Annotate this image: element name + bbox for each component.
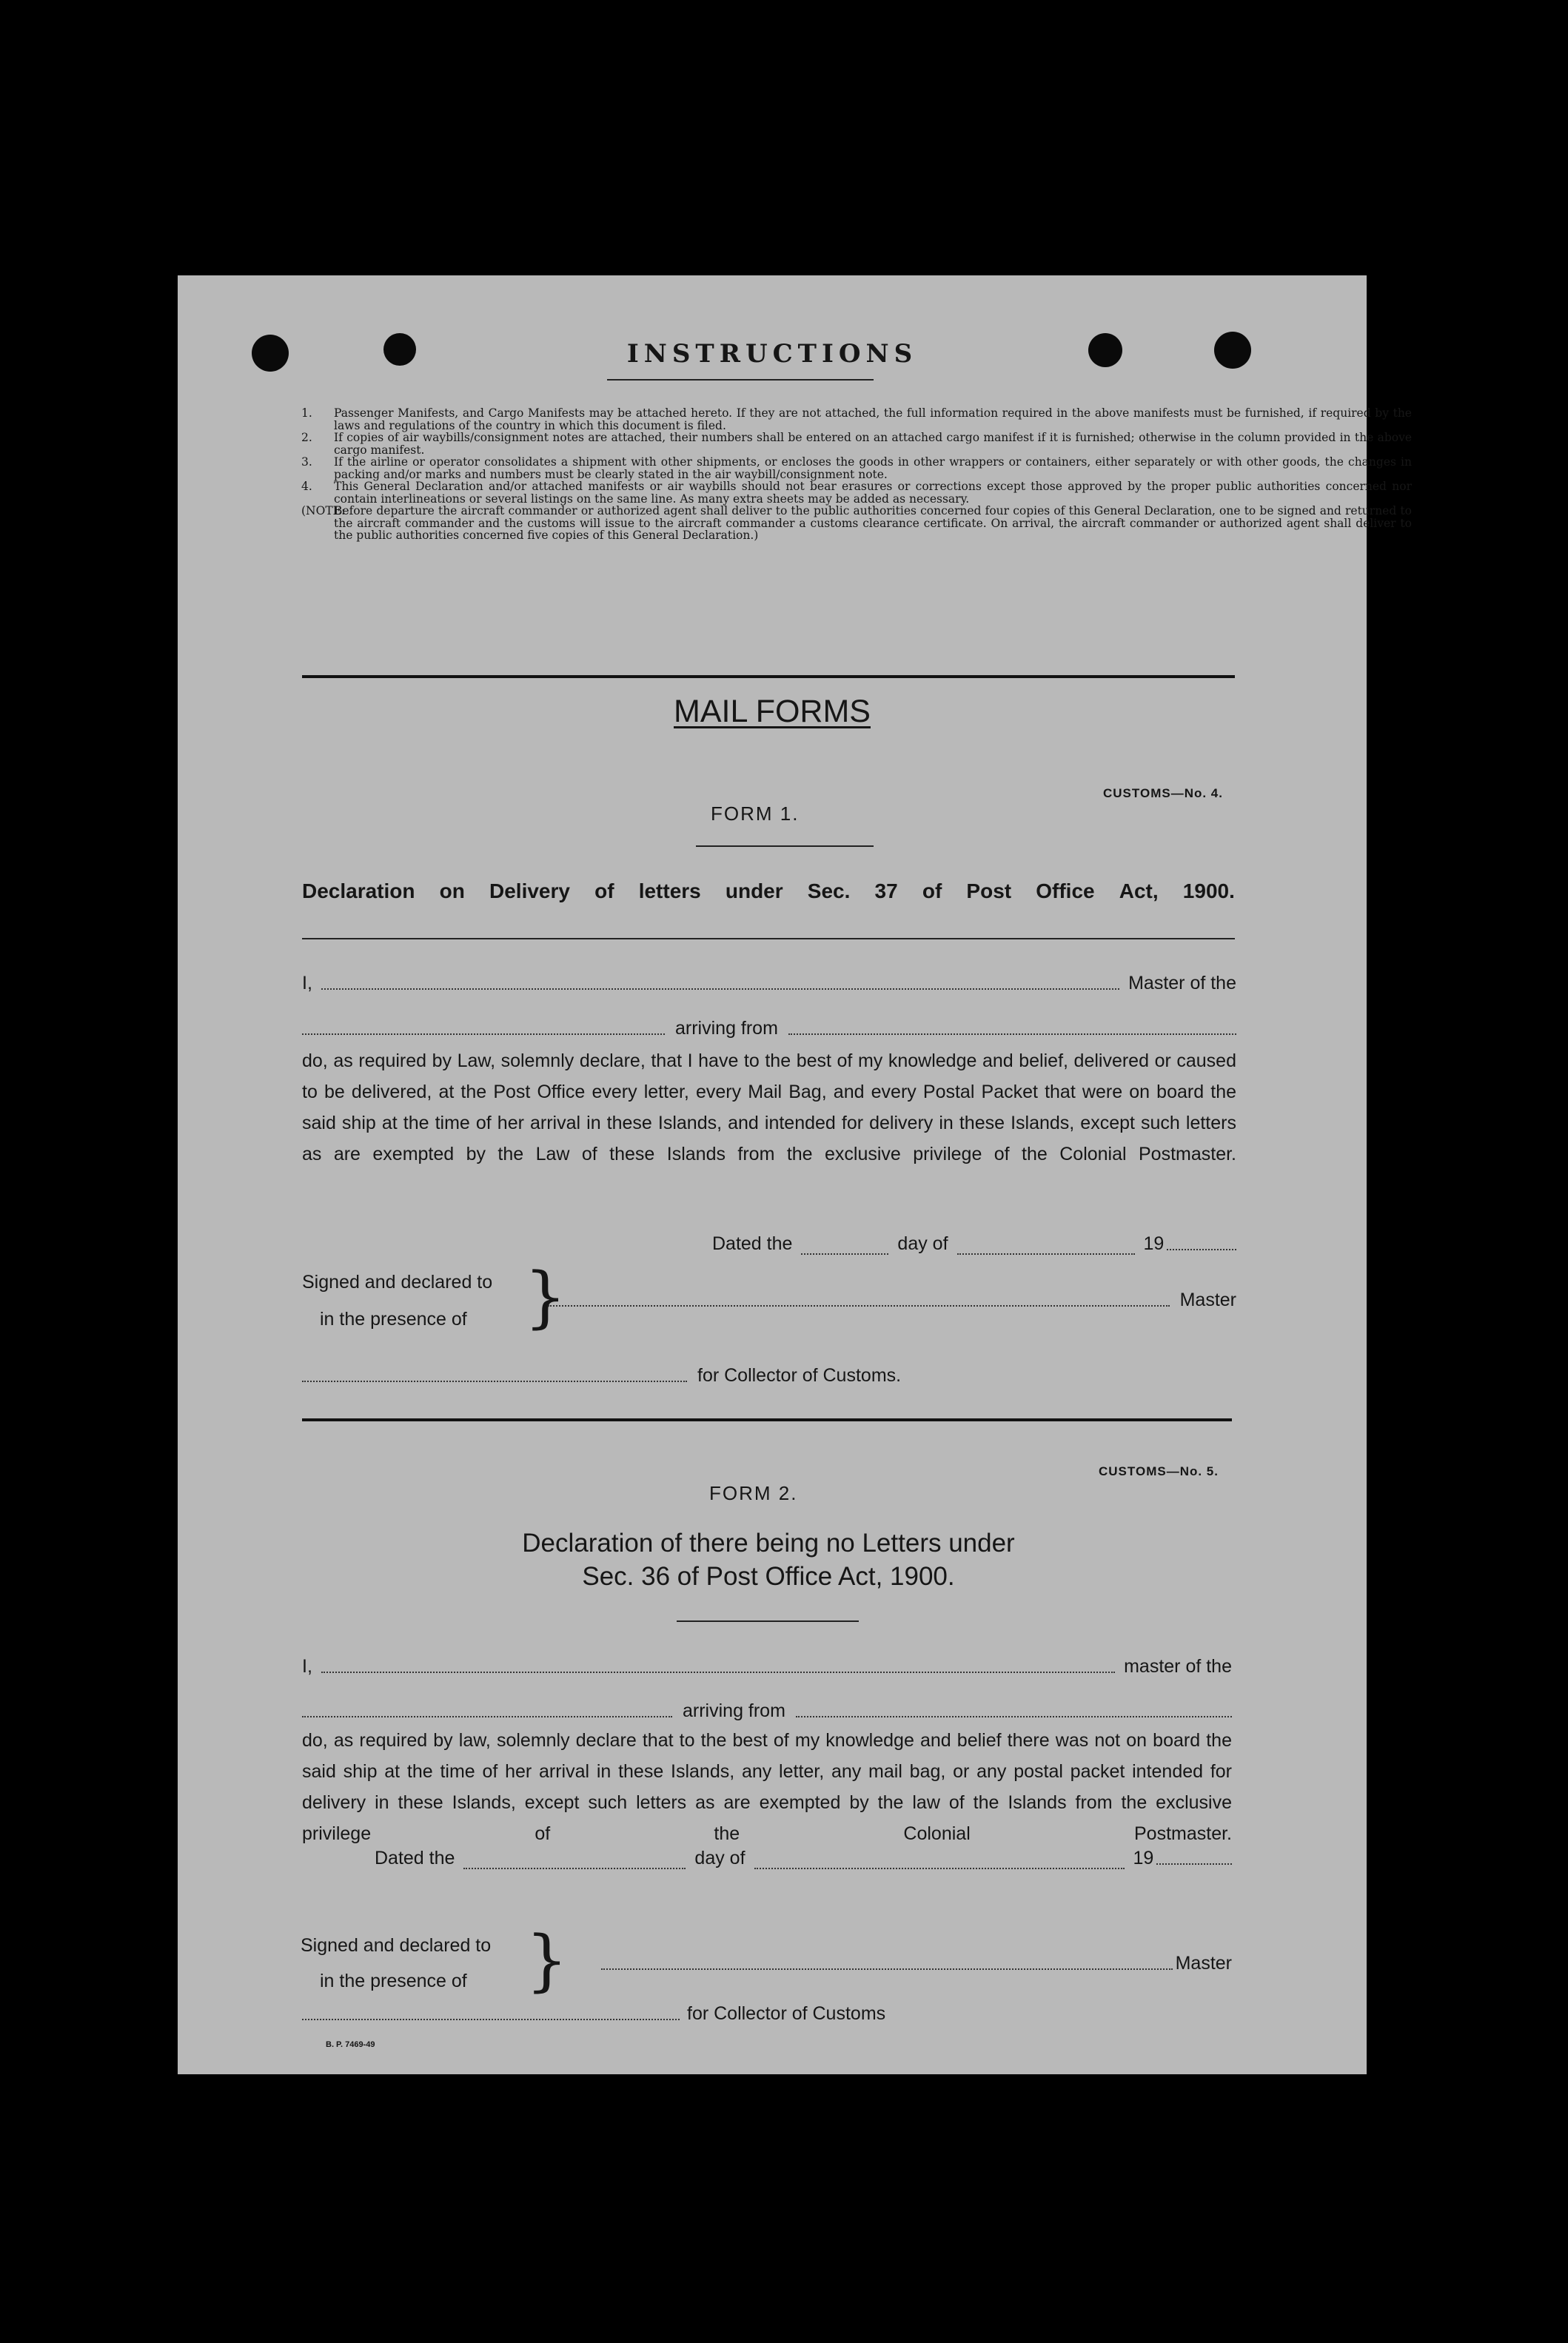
signed-label: Signed and declared to xyxy=(302,1272,493,1293)
date-year-field[interactable] xyxy=(1156,1863,1232,1865)
collector-label: for Collector of Customs xyxy=(687,2003,886,2024)
master-of-the-label: master of the xyxy=(1124,1656,1232,1677)
presence-label: in the presence of xyxy=(320,1309,467,1330)
heading-word: on xyxy=(439,879,465,902)
collector-signature-field[interactable] xyxy=(302,2019,680,2020)
presence-label: in the presence of xyxy=(320,1971,467,1991)
declaration-text: do, as required by Law, solemnly declare, that I have to the best of my knowledge and belief, delivered or caused to be delivered, at the Post Office every letter, every Mail Bag, and every Postal Packet that were on board the said ship at the time of her arrival in these Islands, and intended for delivery in these Islands, except such letters as are exempted by the Law of these Islands from the exclusive privilege of the Colonial Postmaster. xyxy=(302,1050,1236,1164)
master-signature-row xyxy=(601,1953,1232,1974)
date-month-field[interactable] xyxy=(754,1868,1125,1869)
divider xyxy=(302,938,1235,939)
instruction-item xyxy=(301,505,1412,542)
master-name-field[interactable] xyxy=(321,1672,1115,1673)
ship-name-field[interactable] xyxy=(302,1033,665,1035)
mail-forms-title: MAIL FORMS xyxy=(674,694,871,729)
heading-word: 37 xyxy=(874,879,898,902)
divider xyxy=(607,379,874,381)
customs-number: CUSTOMS—No. 5. xyxy=(1099,1464,1219,1478)
dated-the-label: Dated the xyxy=(712,1233,793,1254)
instruction-item xyxy=(301,456,1412,480)
instruction-text: Passenger Manifests, and Cargo Manifests may be attached hereto. If they are not attached, the full information required in the above manifests must be furnished, if required by the laws and regulations of the country in which this document is filed. xyxy=(334,406,1412,432)
heading-word: Declaration xyxy=(302,879,415,902)
instruction-text: If the airline or operator consolidates a shipment with other shipments, or encloses the goods in other wrappers or containers, either separately or with other goods, the changes in packing and/or marks and numbers must be clearly stated in the air waybill/consignment note. xyxy=(334,455,1412,481)
heading-word: Sec. xyxy=(807,879,851,902)
date-day-field[interactable] xyxy=(463,1868,686,1869)
master-signature-row xyxy=(548,1290,1236,1311)
arriving-from-field[interactable] xyxy=(796,1716,1232,1717)
master-of-the-label: Master of the xyxy=(1128,973,1236,993)
signed-label: Signed and declared to xyxy=(301,1935,492,1956)
form-title: FORM 2. xyxy=(709,1482,798,1504)
date-month-field[interactable] xyxy=(957,1253,1135,1255)
form-heading xyxy=(302,1526,1235,1593)
form-heading-line: Sec. 36 of Post Office Act, 1900. xyxy=(582,1562,955,1591)
instruction-item xyxy=(301,480,1412,505)
date-day-field[interactable] xyxy=(801,1253,888,1255)
day-of-label: day of xyxy=(897,1233,948,1254)
divider xyxy=(696,845,874,847)
divider xyxy=(677,1620,859,1622)
day-of-label: day of xyxy=(694,1848,746,1868)
instructions-title: INSTRUCTIONS xyxy=(626,339,918,369)
heading-word: letters xyxy=(638,879,701,902)
arriving-from-field[interactable] xyxy=(788,1033,1236,1035)
arriving-row xyxy=(302,1700,1232,1722)
arriving-from-label: arriving from xyxy=(675,1018,778,1039)
instruction-number: 2. xyxy=(301,431,312,444)
master-signature-field[interactable] xyxy=(601,1968,1173,1970)
ship-name-field[interactable] xyxy=(302,1716,672,1717)
heading-word: of xyxy=(922,879,942,902)
arriving-row xyxy=(302,1018,1236,1039)
form-heading-line: Declaration of there being no Letters under xyxy=(522,1529,1015,1558)
master-label: Master xyxy=(1179,1290,1236,1310)
instruction-item xyxy=(301,432,1412,456)
heading-word: Post xyxy=(966,879,1012,902)
form-heading xyxy=(302,879,1235,903)
heading-word: 1900. xyxy=(1182,879,1235,902)
heading-word: Office xyxy=(1036,879,1095,902)
date-row xyxy=(712,1233,1236,1255)
master-signature-field[interactable] xyxy=(548,1305,1170,1307)
declaration-text: do, as required by law, solemnly declare that to the best of my knowledge and belief there was not on board the said ship at the time of her arrival in these Islands, any letter, any mail bag, or any postal packet intended for delivery in these Islands, except such letters as are exempted by the law of the Islands from the exclusive privilege of the Colonial Postmaster. xyxy=(302,1730,1232,1844)
master-label: Master xyxy=(1175,1953,1232,1974)
date-year-field[interactable] xyxy=(1167,1249,1236,1250)
instruction-item xyxy=(301,407,1412,432)
instruction-number: 4. xyxy=(301,480,312,493)
brace-icon: } xyxy=(526,1922,569,2000)
heading-word: of xyxy=(594,879,614,902)
master-name-row xyxy=(302,973,1236,994)
instruction-text: This General Declaration and/or attached manifests or air waybills should not bear erasures or corrections except those approved by the proper public authorities concerned nor contain interlineations or several listings on the same line. As many extra sheets may be added as necessary. xyxy=(334,480,1412,506)
year-label: 19 xyxy=(1143,1233,1165,1254)
collector-signature-field[interactable] xyxy=(302,1381,687,1382)
heading-word: Act, xyxy=(1119,879,1159,902)
collector-row xyxy=(302,1365,968,1387)
instructions-list xyxy=(301,407,1412,542)
brace-icon: } xyxy=(524,1258,567,1336)
collector-row xyxy=(302,2003,1042,2025)
document-page xyxy=(178,275,1412,2074)
dated-the-label: Dated the xyxy=(375,1848,455,1868)
printer-mark: B. P. 7469-49 xyxy=(326,2040,375,2049)
i-label: I, xyxy=(302,1656,312,1677)
divider xyxy=(302,1418,1232,1421)
arriving-from-label: arriving from xyxy=(683,1700,785,1721)
i-label: I, xyxy=(302,973,312,993)
master-name-field[interactable] xyxy=(321,988,1119,990)
year-label: 19 xyxy=(1133,1848,1154,1868)
form-title: FORM 1. xyxy=(711,802,800,825)
instruction-number: (NOTE: xyxy=(301,504,346,517)
heading-word: under xyxy=(725,879,783,902)
heading-word: Delivery xyxy=(489,879,570,902)
instruction-text: Before departure the aircraft commander or authorized agent shall deliver to the public authorities concerned four copies of this General Declaration, one to be signed and returned to the aircraft commander and the customs will issue to the aircraft commander a customs clearance certificate. On arrival, the aircraft commander or authorized agent shall deliver to the public authorities concerned five copies of this General Declaration.) xyxy=(334,504,1412,542)
instruction-number: 3. xyxy=(301,455,312,469)
customs-number: CUSTOMS—No. 4. xyxy=(1103,786,1223,800)
master-name-row xyxy=(302,1656,1232,1677)
date-row xyxy=(375,1848,1232,1869)
collector-label: for Collector of Customs. xyxy=(697,1365,902,1386)
instruction-number: 1. xyxy=(301,406,312,420)
instruction-text: If copies of air waybills/consignment notes are attached, their numbers shall be entered on an attached cargo manifest if it is furnished; otherwise in the column provided in the above cargo manifest. xyxy=(334,431,1412,457)
divider xyxy=(302,675,1235,678)
